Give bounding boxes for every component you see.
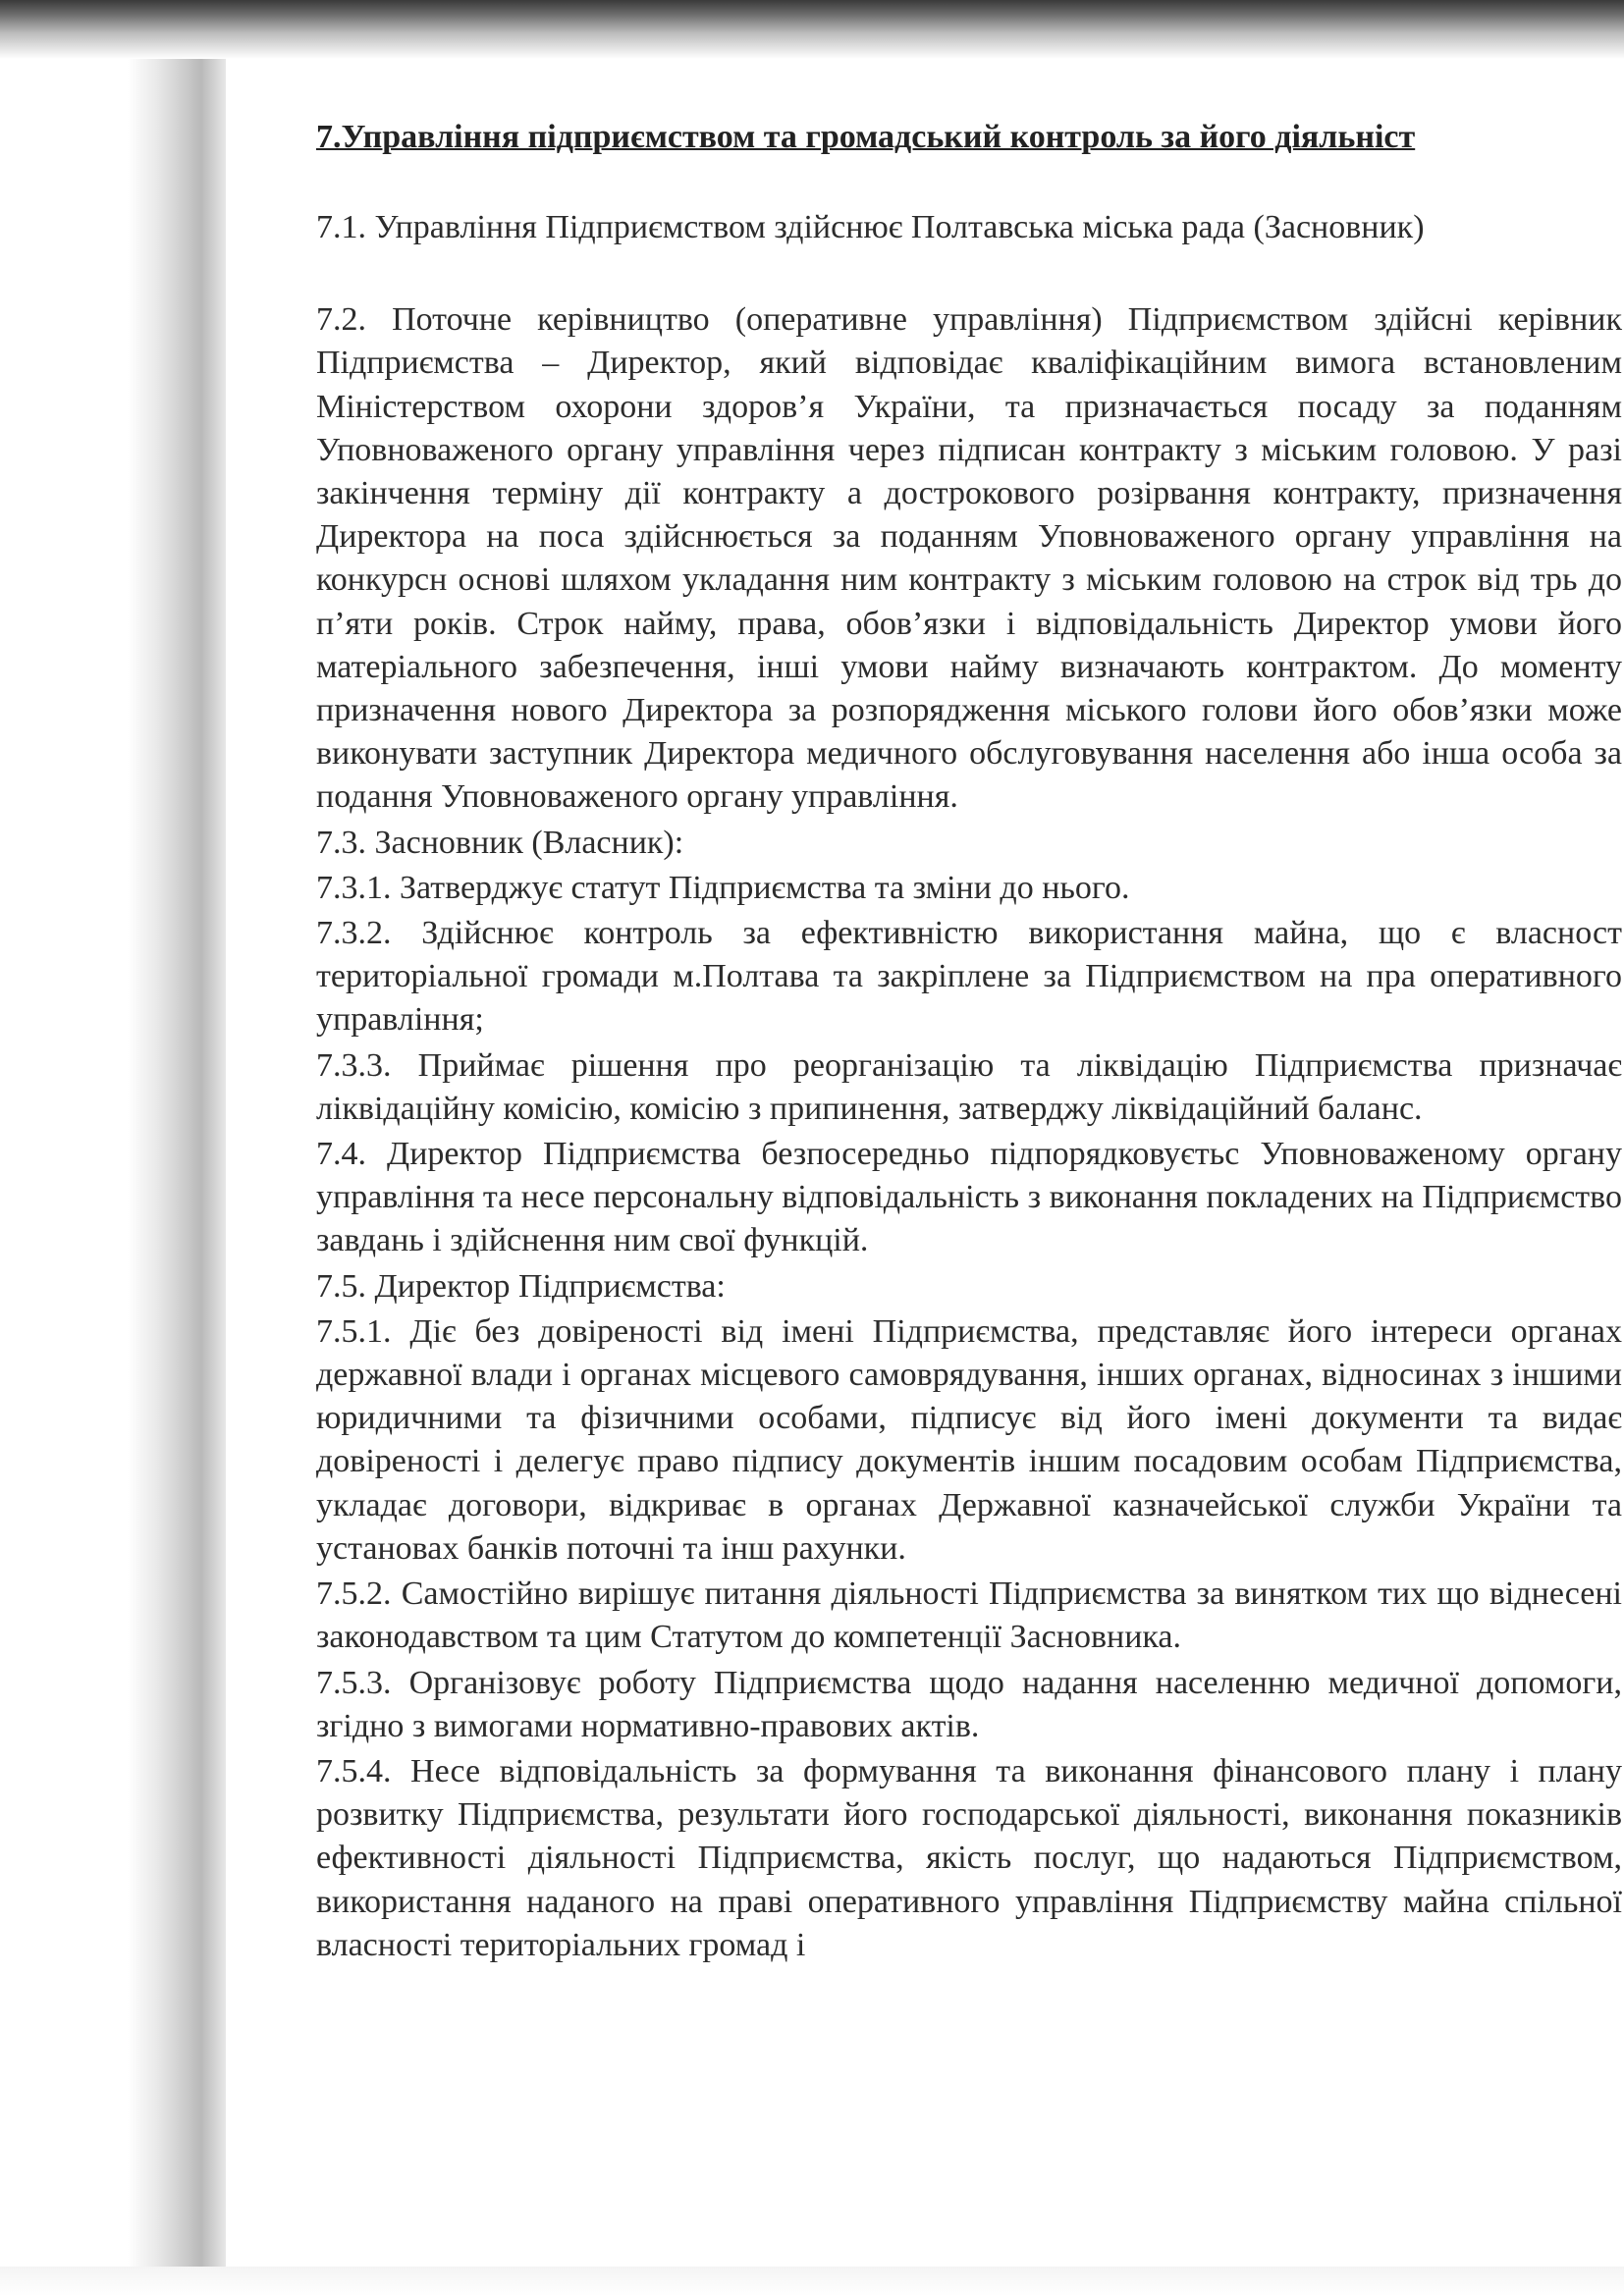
paragraph-7-1: 7.1. Управління Підприємством здійснює Полтавська міська рада (Засновник) (316, 209, 1425, 245)
document-page (316, 116, 1624, 2275)
paragraph-7-5-4: 7.5.4. Несе відповідальність за формування та виконання фінансового плану і плану розвитку Підприємства, результати його господарської діяльності, виконання показників ефективності діяльності Підприємства, якість послуг, що надаються Підприємством, використання наданого на праві оперативного управління Підприємству майна спільної власності територіальних громад і (316, 1752, 1622, 1963)
paragraph-7-2: 7.2. Поточне керівництво (оперативне управління) Підприємством здійсні керівник Підприємства – Директор, який відповідає кваліфікаційним вимога встановленим Міністерством охорони здоров’я України, та призначається посаду за поданням Уповноваженого органу управління через підписан контракту з міським головою. У разі закінчення терміну дії контракту а дострокового розірвання контракту, призначення Директора на поса здійснюється за поданням Уповноваженого органу управління на конкурсн основі шляхом укладання ним контракту з міським головою на строк від трь до п’яти років. Строк найму, права, обов’язки і відповідальність Директор умови його матеріального забезпечення, інші умови найму визначають контрактом. До моменту призначення нового Директора за розпорядження міського голови його обов’язки може виконувати заступник Директора медичного обслуговування населення або інша особа за подання Уповноваженого органу управління. (316, 301, 1622, 816)
paragraph-7-5-1: 7.5.1. Діє без довіреності від імені Підприємства, представляє його інтереси органах державної влади і органах місцевого самоврядування, інших органах, відносинах з іншими юридичними та фізичними особами, підписує від його імені документи та видає довіреності і делегує право підпису документів іншим посадовим особам Підприємства, укладає договори, відкриває в органах Державної казначейської служби України та установах банків поточні та інш рахунки. (316, 1312, 1622, 1567)
paragraph-7-5-3: 7.5.3. Організовує роботу Підприємства щодо надання населенню медичної допомоги, згідно з вимогами нормативно-правових актів. (316, 1664, 1622, 1744)
paragraph-7-3-3: 7.3.3. Приймає рішення про реорганізацію та ліквідацію Підприємства призначає ліквідаційну комісію, комісію з припинення, затверджу ліквідаційний баланс. (316, 1046, 1622, 1127)
paragraph-7-3-2: 7.3.2. Здійснює контроль за ефективністю використання майна, що є власност територіальної громади м.Полтава та закріплене за Підприємством на пра оперативного управління; (316, 915, 1622, 1039)
scan-shadow-left (0, 0, 226, 2296)
paragraph-7-5-2: 7.5.2. Самостійно вирішує питання діяльності Підприємства за винятком тих що віднесені законодавством та цим Статутом до компетенції Засновника. (316, 1575, 1622, 1656)
section-heading: 7.Управління підприємством та громадський контроль за його діяльніст (316, 119, 1416, 155)
paragraph-7-3: 7.3. Засновник (Власник): (316, 824, 684, 861)
paragraph-7-4: 7.4. Директор Підприємства безпосередньо підпорядковуєтьс Уповноваженому органу управління та несе персональну відповідальність з виконання покладених на Підприємство завдань і здійснення ним свої функцій. (316, 1136, 1622, 1259)
scan-shadow-top (0, 0, 1624, 59)
paragraph-7-5: 7.5. Директор Підприємства: (316, 1267, 726, 1305)
paragraph-7-3-1: 7.3.1. Затверджує статут Підприємства та зміни до нього. (316, 869, 1130, 906)
